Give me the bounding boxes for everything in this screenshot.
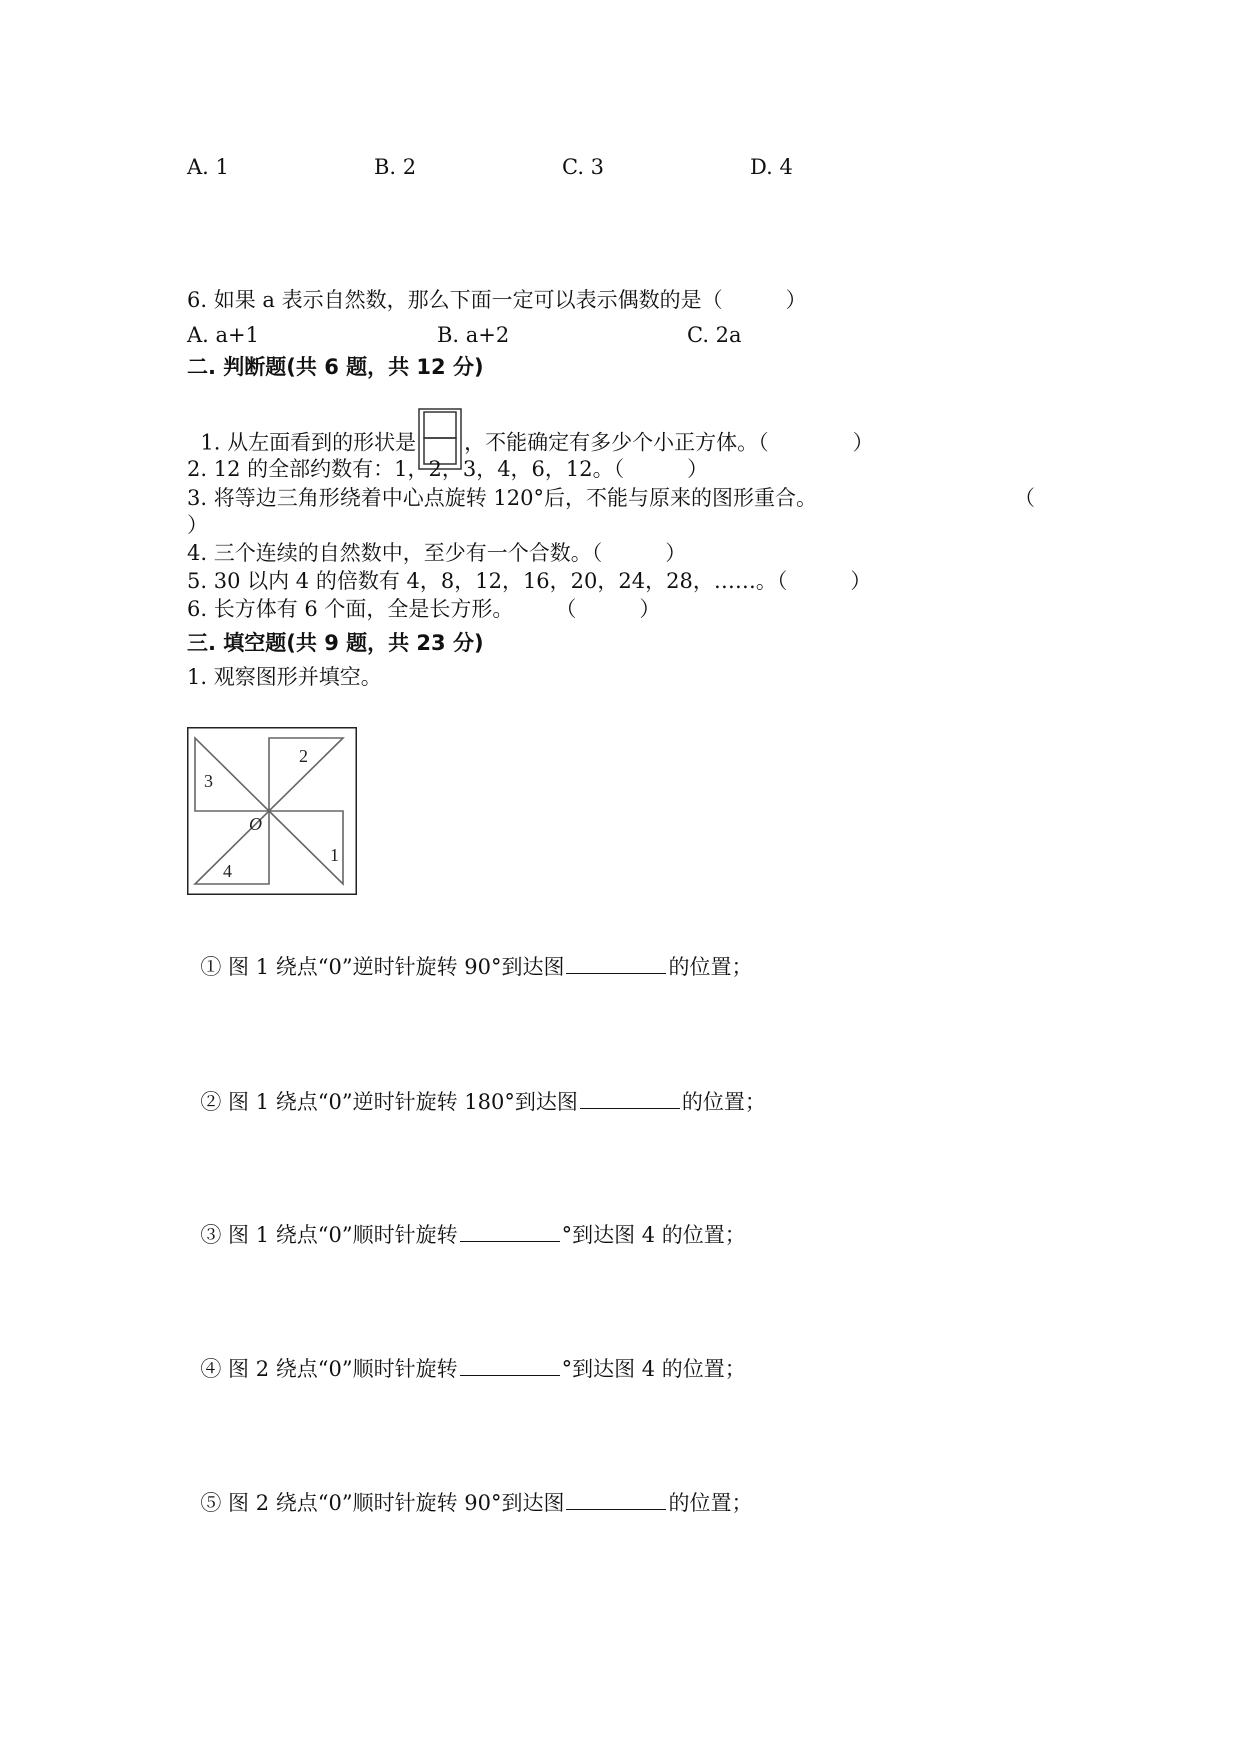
q5-option-a: A. 1	[187, 155, 229, 179]
s3-item-1-pre: ① 图 1 绕点“0”逆时针旋转 90°到达图	[200, 955, 565, 979]
s3-item-3-post: °到达图 4 的位置；	[561, 1223, 746, 1247]
s2-q3-line2: ）	[187, 513, 208, 537]
label-1: 1	[330, 845, 339, 865]
answer-blank[interactable]	[460, 1355, 560, 1376]
answer-blank[interactable]	[566, 1489, 666, 1510]
s3-q1: 1. 观察图形并填空。	[187, 665, 382, 689]
answer-blank[interactable]	[580, 1088, 680, 1109]
s3-item-3	[187, 1195, 746, 1248]
s3-item-5	[187, 1463, 752, 1516]
answer-blank[interactable]	[460, 1221, 560, 1242]
label-4: 4	[223, 861, 232, 881]
q6-option-b: B. a+2	[437, 323, 510, 347]
q6-stem: 6. 如果 a 表示自然数，那么下面一定可以表示偶数的是（ ）	[187, 288, 807, 312]
s3-item-4	[187, 1329, 746, 1382]
s2-q5: 5. 30 以内 4 的倍数有 4，8，12，16，20，24，28，……。（ ）	[187, 569, 872, 593]
s2-q1-before: 1. 从左面看到的形状是	[200, 430, 417, 455]
q5-option-b: B. 2	[374, 155, 417, 179]
answer-blank[interactable]	[566, 953, 666, 974]
center-label: O	[249, 814, 262, 834]
q6-option-a: A. a+1	[187, 323, 259, 347]
s2-q4: 4. 三个连续的自然数中，至少有一个合数。（ ）	[187, 541, 687, 565]
s2-q3-paren-open: （	[1014, 486, 1035, 510]
s3-item-1-post: 的位置；	[668, 955, 753, 979]
q6-option-c: C. 2a	[687, 323, 742, 347]
q5-option-d: D. 4	[750, 155, 793, 179]
s3-item-2	[187, 1062, 766, 1115]
s2-q1-after: ，不能确定有多少个小正方体。（ ）	[464, 430, 874, 455]
s2-q2: 2. 12 的全部约数有：1，2，3，4，6，12。（ ）	[187, 457, 709, 481]
section-2-title: 二. 判断题(共 6 题，共 12 分)	[187, 355, 484, 379]
label-2: 2	[299, 746, 308, 766]
section-3-title: 三. 填空题(共 9 题，共 23 分)	[187, 631, 484, 655]
s3-item-4-pre: ④ 图 2 绕点“0”顺时针旋转	[200, 1357, 458, 1381]
label-3: 3	[204, 771, 213, 791]
s3-item-4-post: °到达图 4 的位置；	[561, 1357, 746, 1381]
q5-option-c: C. 3	[562, 155, 605, 179]
s3-item-2-pre: ② 图 1 绕点“0”逆时针旋转 180°到达图	[200, 1090, 578, 1114]
s3-item-3-pre: ③ 图 1 绕点“0”顺时针旋转	[200, 1223, 458, 1247]
s3-item-5-post: 的位置；	[668, 1491, 753, 1515]
pinwheel-figure	[187, 727, 357, 895]
s2-q6: 6. 长方体有 6 个面，全是长方形。 （ ）	[187, 597, 661, 621]
s3-item-5-pre: ⑤ 图 2 绕点“0”顺时针旋转 90°到达图	[200, 1491, 565, 1515]
s3-item-1	[187, 927, 752, 980]
s3-item-2-post: 的位置；	[681, 1090, 766, 1114]
s2-q3-line1: 3. 将等边三角形绕着中心点旋转 120°后，不能与原来的图形重合。	[187, 486, 817, 510]
